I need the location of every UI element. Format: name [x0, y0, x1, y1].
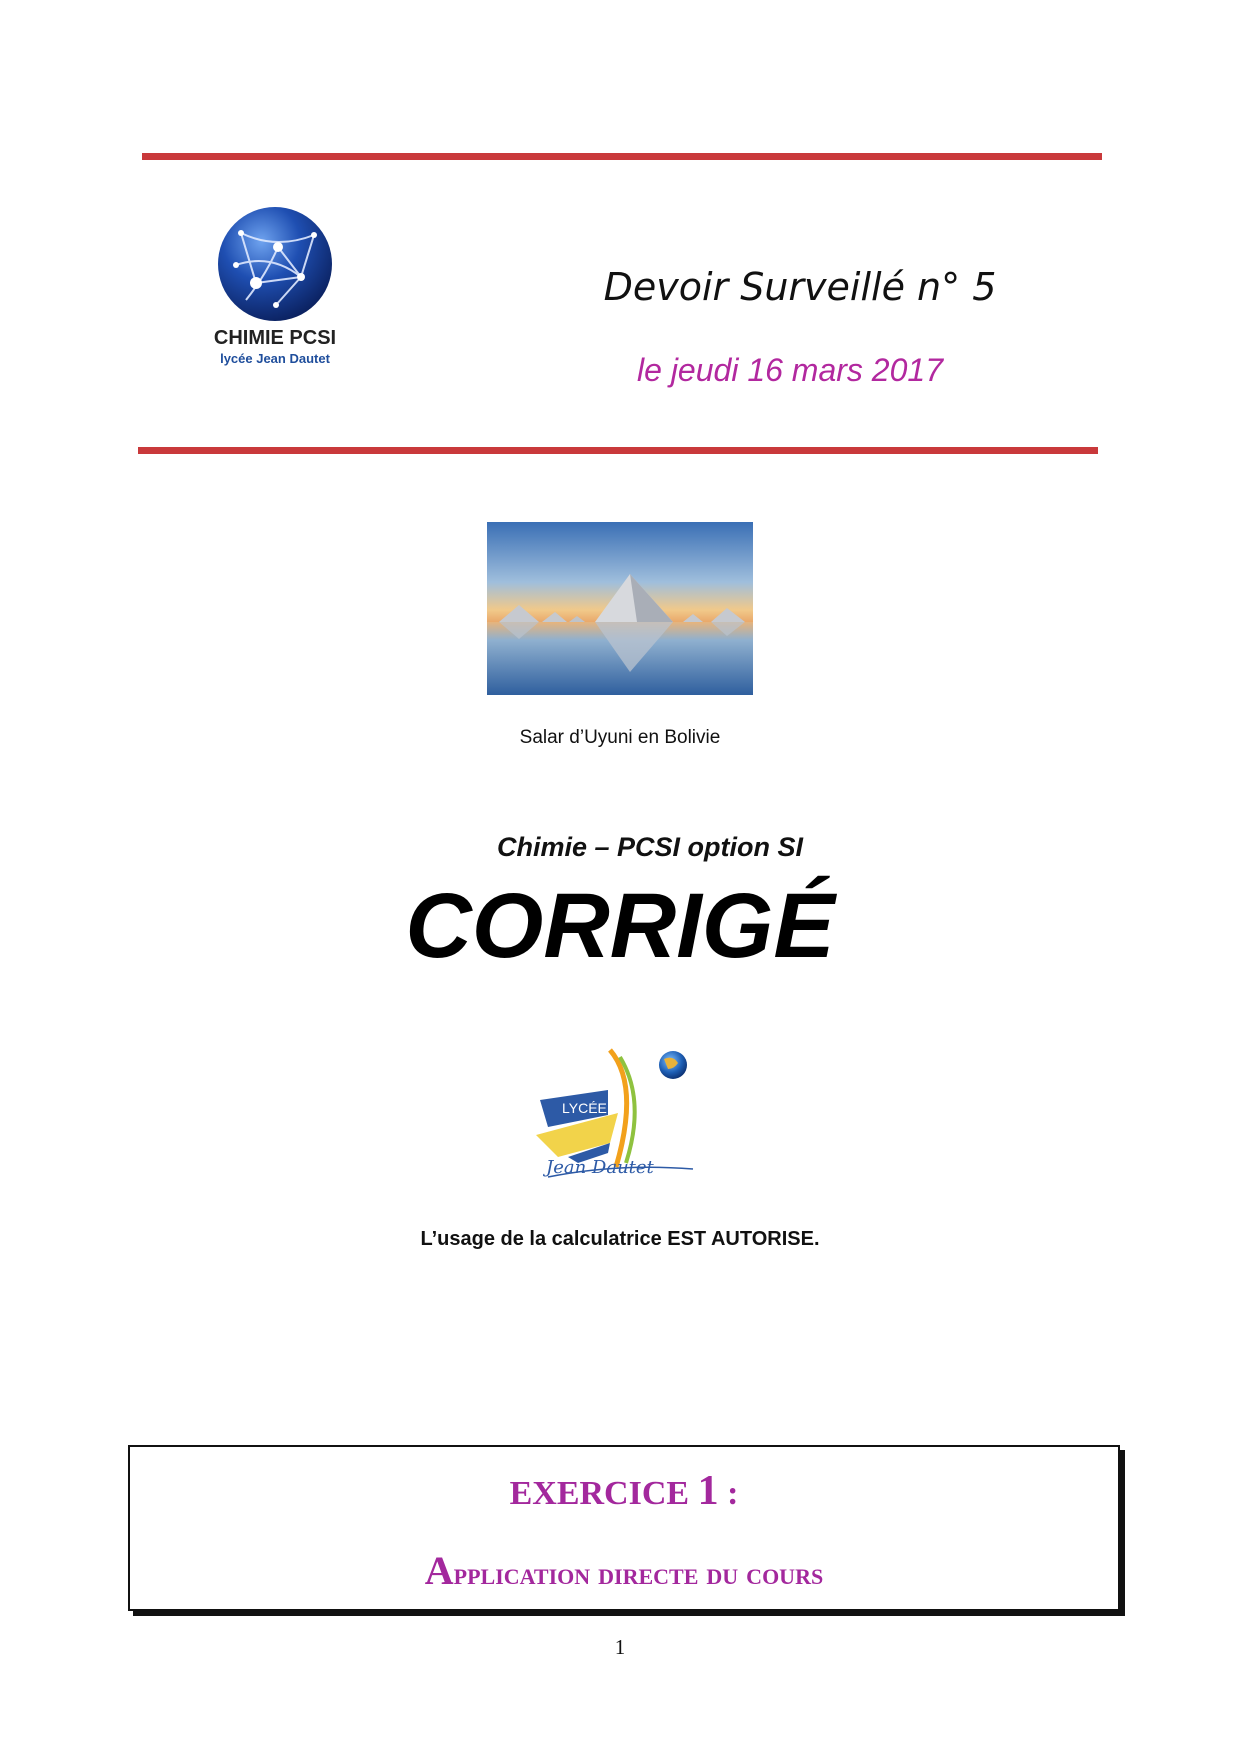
corrige-heading: CORRIGÉ	[405, 875, 835, 977]
salar-photo	[487, 522, 753, 695]
document-title: Devoir Surveillé n° 5	[603, 265, 997, 309]
chimie-pcsi-logo	[200, 205, 350, 375]
exercise-title-prefix: EXERCICE	[509, 1475, 690, 1512]
lycee-jean-dautet-logo	[528, 1045, 713, 1185]
exercise-subtitle: Application directe du cours	[424, 1548, 824, 1593]
exercise-title-suffix: :	[718, 1475, 739, 1512]
photo-caption: Salar d’Uyuni en Bolivie	[519, 727, 721, 748]
exercise-title	[130, 1467, 1118, 1515]
lycee-signature: Jean Dautet	[546, 1157, 654, 1178]
logo-name: CHIMIE PCSI	[213, 327, 337, 349]
document-date: le jeudi 16 mars 2017	[637, 352, 943, 388]
page-number: 1	[614, 1635, 626, 1659]
exercise-number: 1	[697, 1468, 719, 1514]
logo-subtitle: lycée Jean Dautet	[220, 351, 330, 366]
subject-line: Chimie – PCSI option SI	[496, 832, 804, 862]
header-bottom-rule	[138, 447, 1098, 454]
lycee-label: LYCÉE	[562, 1100, 607, 1116]
globe-network-icon	[216, 205, 334, 323]
calculator-note: L’usage de la calculatrice EST AUTORISE.	[420, 1228, 820, 1250]
header-top-rule	[142, 153, 1102, 160]
exercise-box	[128, 1445, 1120, 1611]
